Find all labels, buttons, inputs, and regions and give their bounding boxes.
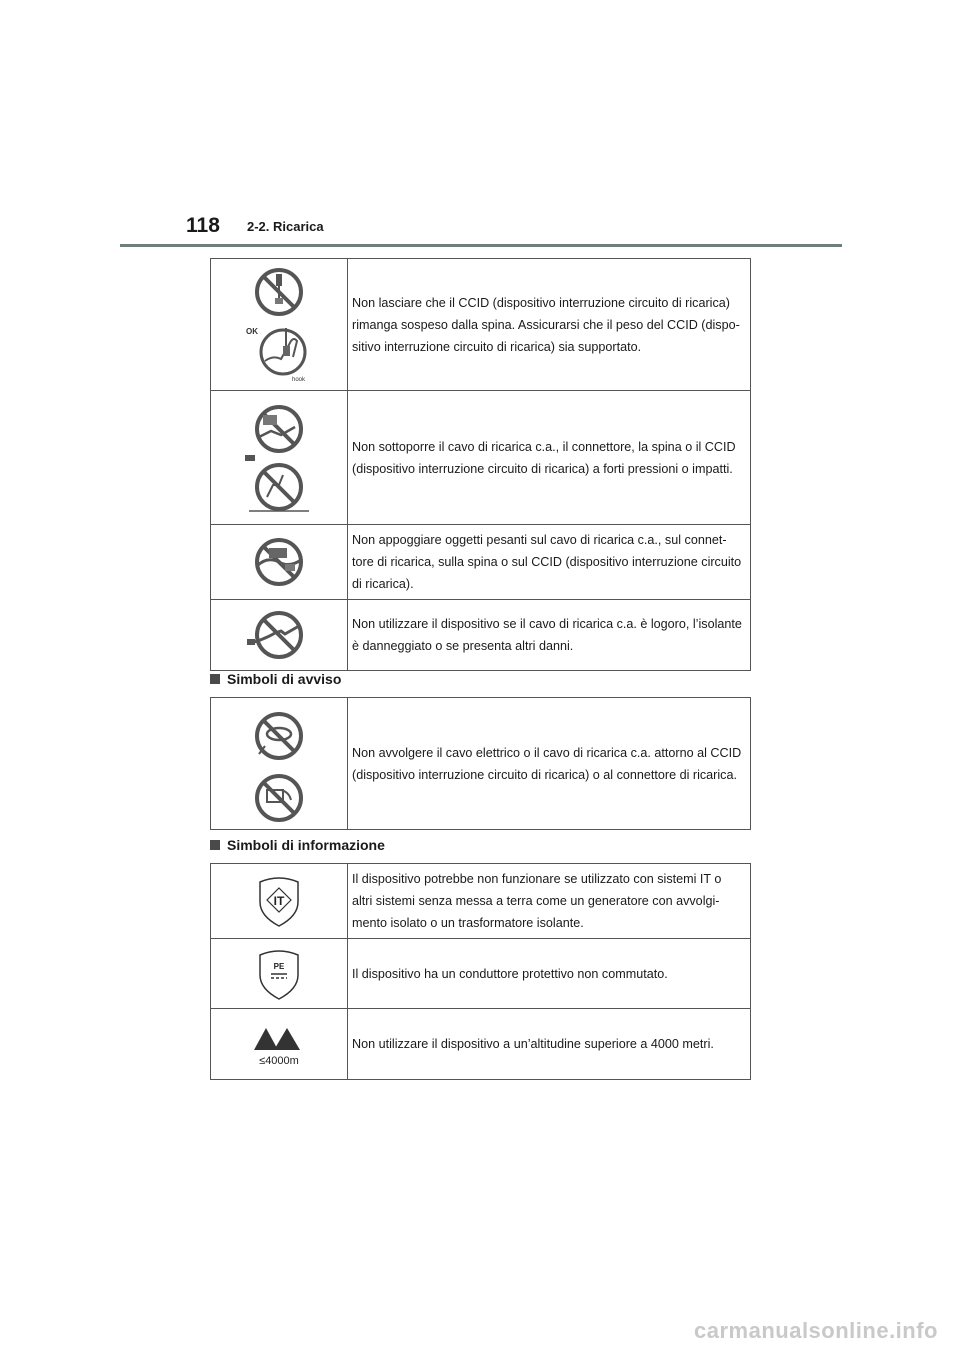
- warning-symbols-heading: Simboli di avviso: [210, 671, 341, 687]
- it-system-icon: [211, 874, 347, 928]
- heavy-object-prohibited-icon: [211, 534, 347, 590]
- table-row: [211, 259, 751, 391]
- row-text: Non utilizzare il dispositivo se il cavo di ricarica c.a. è logoro, l’isolante è danneggiato o se presenta altri danni.: [348, 600, 751, 671]
- icon-cell: [211, 259, 348, 391]
- row-text: Non utilizzare il dispositivo a un’altitudine superiore a 4000 metri.: [348, 1009, 751, 1080]
- altitude-icon: [211, 1020, 347, 1068]
- table-row: [211, 939, 751, 1009]
- table-row: [211, 600, 751, 671]
- row-text: Non lasciare che il CCID (dispositivo interruzione circuito di ricarica) rimanga sospeso dalla spina. Assicurarsi che il peso del CCID (dispo-sitivo interruzione circuito di ricarica) sia supportato.: [348, 259, 751, 391]
- icon-cell: [211, 698, 348, 830]
- icon-cell: [211, 864, 348, 939]
- table-row: [211, 525, 751, 600]
- row-text: Non sottoporre il cavo di ricarica c.a., il connettore, la spina o il CCID (dispositivo interruzione circuito di ricarica) a forti pressioni o impatti.: [348, 391, 751, 525]
- row-text: Non appoggiare oggetti pesanti sul cavo di ricarica c.a., sul connet-tore di ricarica, sulla spina o sul CCID (dispositivo interruzione circuito di ricarica).: [348, 525, 751, 600]
- table-row: [211, 391, 751, 525]
- cable-wrap-prohibited-icon: [211, 706, 347, 822]
- pe-conductor-icon: [211, 947, 347, 1001]
- table-row: [211, 698, 751, 830]
- svg-text:OK: OK: [246, 326, 258, 336]
- icon-cell: [211, 525, 348, 600]
- icon-cell: [211, 391, 348, 525]
- icon-cell: [211, 600, 348, 671]
- icon-cell: [211, 1009, 348, 1080]
- caution-table: [210, 258, 751, 671]
- warning-symbols-table: [210, 697, 751, 830]
- svg-text:≤4000m: ≤4000m: [259, 1055, 299, 1067]
- impact-prohibited-icon: [211, 397, 347, 519]
- watermark: carmanualsonline.info: [694, 1318, 938, 1343]
- row-text: Il dispositivo potrebbe non funzionare se utilizzato con sistemi IT o altri sistemi senza messa a terra come un generatore con avvolgi-mento isolato o un trasformatore isolante.: [348, 864, 751, 939]
- row-text: Il dispositivo ha un conduttore protettivo non commutato.: [348, 939, 751, 1009]
- page-number: 118: [186, 214, 220, 237]
- svg-text:hook: hook: [292, 376, 306, 383]
- info-symbols-table: [210, 863, 751, 1080]
- damaged-cable-prohibited-icon: [211, 609, 347, 661]
- row-text: Non avvolgere il cavo elettrico o il cavo di ricarica c.a. attorno al CCID (dispositivo interruzione circuito di ricarica) o al connettore di ricarica.: [348, 698, 751, 830]
- heading-square-icon: [210, 674, 220, 684]
- heading-square-icon: [210, 840, 220, 850]
- section-title: 2-2. Ricarica: [247, 219, 324, 234]
- ccid-hanging-prohibited-icon: [211, 266, 347, 384]
- svg-text:PE: PE: [273, 961, 285, 971]
- svg-text:IT: IT: [273, 894, 285, 908]
- table-row: [211, 1009, 751, 1080]
- header-divider: [120, 244, 842, 247]
- info-symbols-heading: Simboli di informazione: [210, 837, 385, 853]
- table-row: [211, 864, 751, 939]
- icon-cell: [211, 939, 348, 1009]
